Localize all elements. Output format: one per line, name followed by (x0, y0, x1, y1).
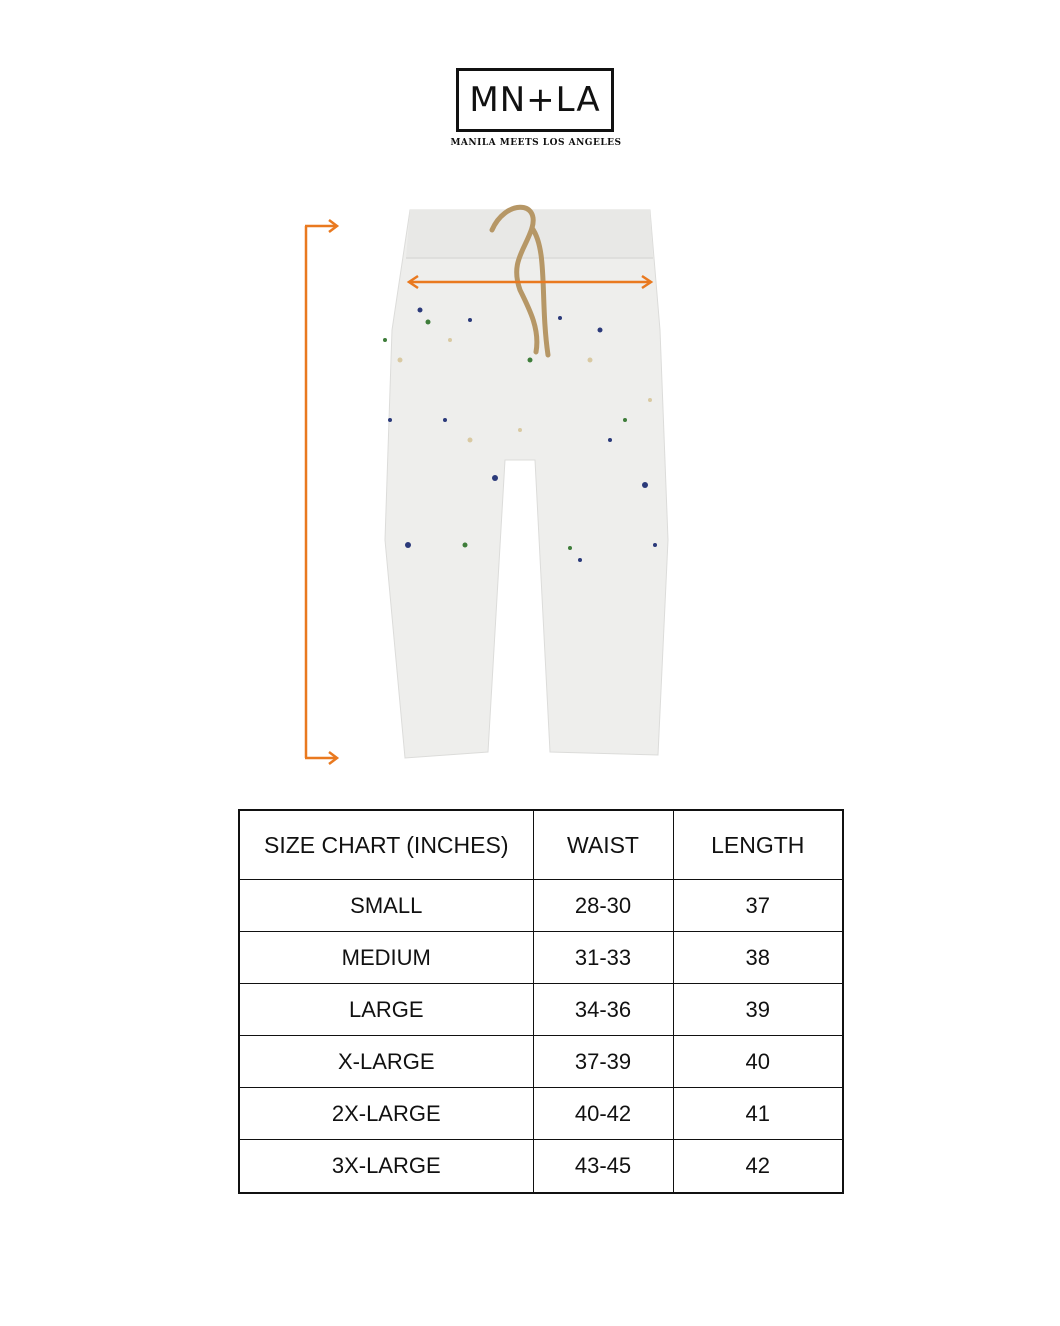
logo-text: MN+LA (469, 80, 601, 120)
length-cell: 40 (673, 1036, 843, 1088)
size-cell: SMALL (239, 880, 533, 932)
waist-cell: 40-42 (533, 1088, 673, 1140)
length-measure-arrow (305, 220, 337, 764)
table-header-row (239, 810, 843, 880)
waist-cell: 28-30 (533, 880, 673, 932)
size-chart-table (238, 809, 844, 1194)
waist-cell: 37-39 (533, 1036, 673, 1088)
table-row (239, 932, 843, 984)
header-length: LENGTH (673, 810, 843, 880)
length-cell: 37 (673, 880, 843, 932)
size-cell: 3X-LARGE (239, 1140, 533, 1193)
table-row (239, 1140, 843, 1193)
product-image (300, 200, 700, 770)
length-cell: 38 (673, 932, 843, 984)
length-cell: 39 (673, 984, 843, 1036)
size-cell: 2X-LARGE (239, 1088, 533, 1140)
table-row (239, 1036, 843, 1088)
header-waist: WAIST (533, 810, 673, 880)
size-cell: LARGE (239, 984, 533, 1036)
table-row (239, 984, 843, 1036)
waist-cell: 34-36 (533, 984, 673, 1036)
brand-logo (456, 68, 614, 132)
header-size: SIZE CHART (INCHES) (239, 810, 533, 880)
waist-cell: 31-33 (533, 932, 673, 984)
size-cell: MEDIUM (239, 932, 533, 984)
brand-tagline: MANILA MEETS LOS ANGELES (450, 138, 622, 148)
waist-cell: 43-45 (533, 1140, 673, 1193)
table-row (239, 1088, 843, 1140)
table-row (239, 880, 843, 932)
size-cell: X-LARGE (239, 1036, 533, 1088)
length-cell: 42 (673, 1140, 843, 1193)
length-cell: 41 (673, 1088, 843, 1140)
pants-illustration (385, 210, 668, 758)
